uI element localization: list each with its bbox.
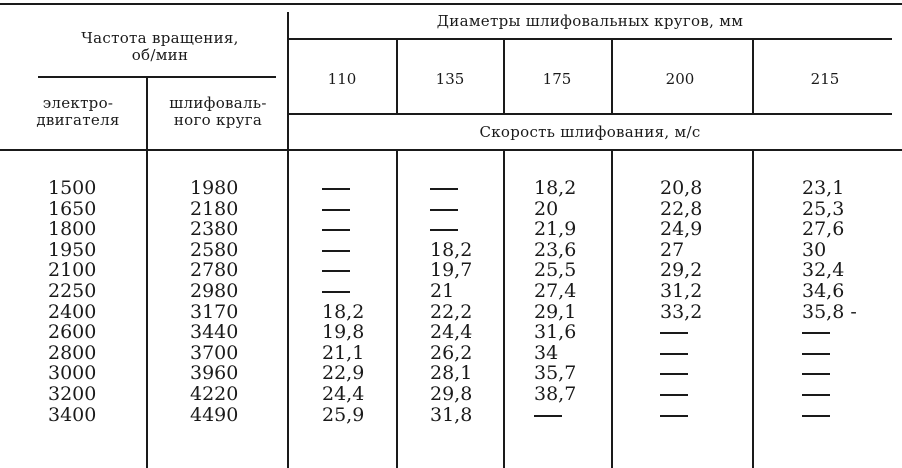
table-cell: 35,8 - — [802, 300, 857, 323]
table-cell — [802, 363, 857, 384]
table-cell: 25,3 — [802, 197, 845, 220]
table-cell: 31,6 — [534, 321, 577, 344]
diameter-110: 110 — [327, 70, 357, 88]
table-cell: 2580 — [190, 238, 239, 261]
table-cell: 2780 — [190, 259, 239, 282]
table-cell: 1800 — [48, 218, 97, 241]
table-cell — [802, 384, 857, 405]
table-cell: 20,8 — [660, 177, 703, 199]
table-cell: 1980 — [190, 177, 239, 199]
table-cell: 34,6 — [802, 279, 845, 302]
vrule-3b — [396, 151, 398, 468]
table-cell — [322, 281, 364, 302]
table-cell: 25,9 — [322, 403, 365, 426]
vrule-5b — [611, 151, 613, 468]
table-cell — [322, 240, 364, 261]
vrule-3 — [396, 40, 398, 113]
dash-mark — [660, 394, 688, 396]
dash-mark — [322, 188, 350, 190]
rotation-rule — [38, 76, 276, 78]
speed-column-215 — [802, 178, 857, 425]
table-cell: 3700 — [190, 341, 239, 364]
diameter-215: 215 — [810, 70, 840, 88]
table-cell: 28,1 — [430, 362, 473, 385]
table-cell: 3960 — [190, 362, 239, 385]
table-cell: 20 — [534, 197, 559, 220]
dash-mark — [802, 415, 830, 417]
table-cell: 24,4 — [322, 382, 365, 405]
vrule-6 — [752, 40, 754, 113]
table-cell: 22,9 — [322, 362, 365, 385]
dash-mark — [660, 353, 688, 355]
table-cell: 31,2 — [660, 279, 703, 302]
table-cell — [322, 260, 364, 281]
table-cell: 1650 — [48, 197, 97, 220]
table-cell: 21,1 — [322, 341, 365, 364]
dash-mark — [660, 332, 688, 334]
dash-mark — [322, 291, 350, 293]
table-cell: 23,1 — [802, 177, 845, 199]
dash-mark — [322, 250, 350, 252]
table-cell: 19,8 — [322, 321, 365, 344]
dash-mark — [430, 229, 458, 231]
dash-mark — [802, 332, 830, 334]
vrule-2 — [287, 12, 289, 468]
dash-mark — [430, 188, 458, 190]
table-cell: 3170 — [190, 300, 239, 323]
table-cell: 2980 — [190, 279, 239, 302]
table-cell — [660, 363, 702, 384]
diameters-rule — [288, 38, 892, 40]
vrule-5 — [611, 40, 613, 113]
table-cell: 19,7 — [430, 259, 473, 282]
table-cell — [660, 343, 702, 364]
table-cell: 38,7 — [534, 382, 577, 405]
wheel-rpm-column — [190, 178, 238, 425]
table-cell — [322, 199, 364, 220]
table-cell — [802, 343, 857, 364]
diameter-135: 135 — [435, 70, 465, 88]
speed-column-110 — [322, 178, 364, 425]
table-cell: 30 — [802, 238, 827, 261]
table-cell — [430, 219, 472, 240]
table-cell: 1950 — [48, 238, 97, 261]
table-cell: 29,1 — [534, 300, 577, 323]
vrule-6b — [752, 151, 754, 468]
table-cell — [430, 178, 472, 199]
table-cell: 32,4 — [802, 259, 845, 282]
dash-mark — [534, 415, 562, 417]
table-cell: 4490 — [190, 403, 239, 426]
table-cell: 22,8 — [660, 197, 703, 220]
table-cell: 26,2 — [430, 341, 473, 364]
dash-mark — [660, 373, 688, 375]
table-cell: 29,2 — [660, 259, 703, 282]
table-cell: 35,7 — [534, 362, 577, 385]
table-cell: 21,9 — [534, 218, 577, 241]
speed-rule — [288, 113, 892, 115]
speed-column-200 — [660, 178, 702, 425]
rotation-freq-header: Частота вращения, об/мин — [81, 29, 239, 64]
table-cell: 3440 — [190, 321, 239, 344]
table-cell: 2600 — [48, 321, 97, 344]
table-cell: 27,6 — [802, 218, 845, 241]
dash-mark — [802, 373, 830, 375]
table-cell: 18,2 — [322, 300, 365, 323]
table-cell — [430, 199, 472, 220]
table-cell: 33,2 — [660, 300, 703, 323]
table-cell: 27,4 — [534, 279, 577, 302]
table-cell: 18,2 — [430, 238, 473, 261]
table-cell: 2400 — [48, 300, 97, 323]
table-cell — [322, 178, 364, 199]
table-cell: 1500 — [48, 177, 97, 199]
dash-mark — [322, 229, 350, 231]
table-cell — [660, 384, 702, 405]
dash-mark — [322, 209, 350, 211]
table-cell: 34 — [534, 341, 559, 364]
table-cell: 2380 — [190, 218, 239, 241]
table-cell: 2180 — [190, 197, 239, 220]
vrule-4 — [503, 40, 505, 113]
dash-mark — [660, 415, 688, 417]
table-cell: 24,4 — [430, 321, 473, 344]
table-cell: 27 — [660, 238, 685, 261]
speed-column-135 — [430, 178, 472, 425]
dash-mark — [322, 270, 350, 272]
table-cell — [802, 405, 857, 426]
table-cell: 2800 — [48, 341, 97, 364]
vrule-1 — [146, 78, 148, 468]
table-cell: 3400 — [48, 403, 97, 426]
table-cell — [802, 322, 857, 343]
motor-rpm-column — [48, 178, 96, 425]
diameters-header: Диаметры шлифовальных кругов, мм — [436, 12, 744, 30]
dash-mark — [802, 353, 830, 355]
table-cell: 23,6 — [534, 238, 577, 261]
speed-column-175 — [534, 178, 576, 425]
diameter-175: 175 — [542, 70, 572, 88]
table-cell — [660, 405, 702, 426]
table-cell — [534, 405, 576, 426]
table-cell: 2250 — [48, 279, 97, 302]
vrule-4b — [503, 151, 505, 468]
table-cell: 22,2 — [430, 300, 473, 323]
table-cell — [660, 322, 702, 343]
wheel-header: шлифоваль- ного круга — [169, 94, 267, 129]
table-cell: 29,8 — [430, 382, 473, 405]
speed-header: Скорость шлифования, м/с — [479, 123, 701, 141]
table-cell: 31,8 — [430, 403, 473, 426]
table-cell: 25,5 — [534, 259, 577, 282]
table-cell: 18,2 — [534, 177, 577, 199]
table-cell: 2100 — [48, 259, 97, 282]
table-cell — [322, 219, 364, 240]
diameter-200: 200 — [665, 70, 695, 88]
table-cell: 21 — [430, 279, 455, 302]
table-cell: 4220 — [190, 382, 239, 405]
table-cell: 3000 — [48, 362, 97, 385]
dash-mark — [430, 209, 458, 211]
table-cell: 24,9 — [660, 218, 703, 241]
table-top-rule — [0, 3, 902, 5]
header-bottom-rule — [0, 149, 902, 151]
motor-header: электро- двигателя — [36, 94, 120, 129]
table-cell: 3200 — [48, 382, 97, 405]
dash-mark — [802, 394, 830, 396]
